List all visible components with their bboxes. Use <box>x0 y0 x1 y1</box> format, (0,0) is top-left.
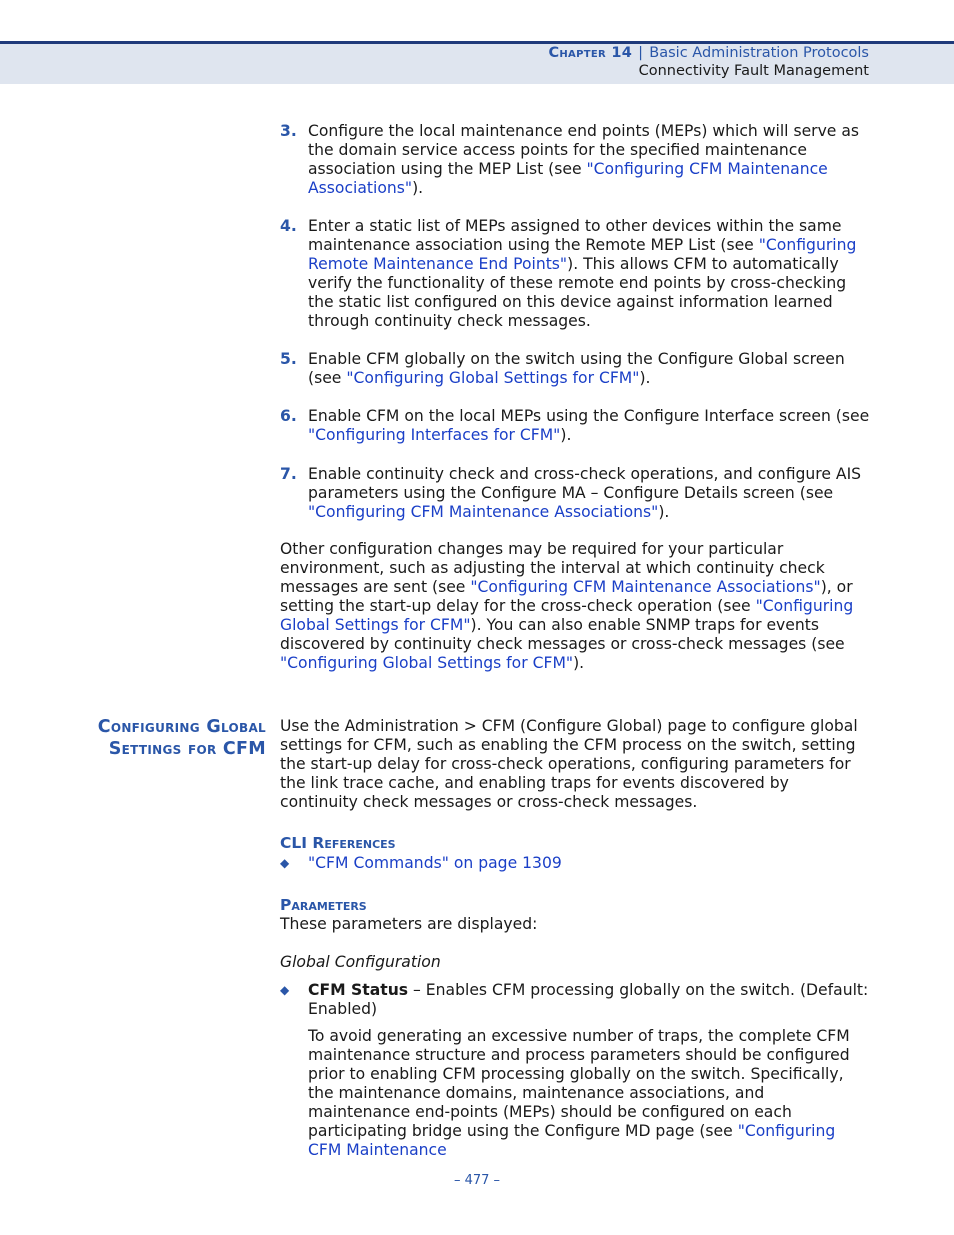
xref-link[interactable]: "Configuring Global Settings for CFM" <box>280 597 854 634</box>
header-separator: | <box>638 45 644 61</box>
step-4 <box>280 217 870 331</box>
group-label: Global Configuration <box>280 953 441 971</box>
parameters-intro: These parameters are displayed: <box>280 915 538 933</box>
step-3 <box>280 122 870 198</box>
step-text: Enable CFM globally on the switch using the Configure Global screen (see <box>308 350 845 387</box>
xref-link[interactable]: "Configuring CFM Maintenance Associations" <box>470 578 821 596</box>
section-title: Connectivity Fault Management <box>638 63 869 79</box>
step-number: 6. <box>280 407 297 425</box>
xref-link[interactable]: "Configuring CFM Maintenance Associations" <box>308 160 828 197</box>
cli-reference-link[interactable]: "CFM Commands" on page 1309 <box>308 854 562 872</box>
xref-link[interactable]: "Configuring Remote Maintenance End Points" <box>308 236 857 273</box>
step-text-end: ). <box>639 369 651 387</box>
step-text-end: ). <box>658 503 670 521</box>
param-description: – Enables CFM processing globally on the switch. (Default: Enabled) <box>308 981 869 1018</box>
step-number: 5. <box>280 350 297 368</box>
section-intro: Use the Administration > CFM (Configure Global) page to configure global settings for CFM, such as enabling the CFM process on the switch, setting the start-up delay for cross-check operations, configuring parameters for the link trace cache, and enabling traps for events discovered by continuity check messages or cross-check messages. <box>280 717 858 811</box>
section-heading-line1: Configuring Global <box>97 717 266 737</box>
section-heading <box>98 716 266 760</box>
section-heading-line2: Settings for CFM <box>108 739 266 759</box>
step-text: Enable CFM on the local MEPs using the Configure Interface screen (see <box>308 407 870 425</box>
step-5 <box>280 350 870 388</box>
xref-link[interactable]: "Configuring Global Settings for CFM" <box>346 369 640 387</box>
diamond-bullet-icon: ◆ <box>280 856 290 870</box>
other-config-paragraph <box>280 540 870 673</box>
step-number: 7. <box>280 465 297 483</box>
param-name: CFM Status <box>308 981 409 999</box>
xref-link[interactable]: "Configuring CFM Maintenance Associations" <box>308 503 659 521</box>
step-number: 4. <box>280 217 297 235</box>
step-text-end: ). This allows CFM to automatically verify the functionality of these remote end points by cross-checking the static list configured on this device against information learned through continuity check messages. <box>308 255 847 330</box>
paragraph-text: ), or setting the start-up delay for the cross-check operation (see <box>280 578 853 615</box>
xref-link[interactable]: "Configuring Interfaces for CFM" <box>308 426 561 444</box>
cfm-status-note <box>280 1027 870 1160</box>
chapter-label: Chapter 14 <box>548 45 633 61</box>
step-text: Enter a static list of MEPs assigned to other devices within the same maintenance association using the Remote MEP List (see <box>308 217 842 254</box>
running-header <box>548 44 869 80</box>
paragraph-text: Other configuration changes may be required for your particular environment, such as adjusting the interval at which continuity check messages are sent (see <box>280 540 825 596</box>
parameters-heading: Parameters <box>280 896 367 914</box>
xref-link[interactable]: "Configuring Global Settings for CFM" <box>280 654 574 672</box>
paragraph-text: ). You can also enable SNMP traps for events discovered by continuity check messages or cross-check messages (see <box>280 616 845 653</box>
xref-link[interactable]: "Configuring CFM Maintenance <box>308 1122 836 1159</box>
step-number: 3. <box>280 122 297 140</box>
cli-reference-item <box>280 854 870 873</box>
page-number: – 477 – <box>453 1173 501 1188</box>
step-6 <box>280 407 870 445</box>
paragraph-text: ). <box>573 654 585 672</box>
cli-references-heading: CLI References <box>280 834 396 852</box>
diamond-bullet-icon: ◆ <box>280 983 290 997</box>
step-text-end: ). <box>412 179 424 197</box>
chapter-line <box>548 44 869 62</box>
cfm-status-item <box>280 981 870 1019</box>
step-7 <box>280 465 870 522</box>
chapter-title: Basic Administration Protocols <box>649 45 869 61</box>
step-text: Enable continuity check and cross-check operations, and configure AIS parameters using the Configure MA – Configure Details screen (see <box>308 465 862 502</box>
step-text: Configure the local maintenance end points (MEPs) which will serve as the domain service access points for the specified maintenance association using the MEP List (see <box>308 122 860 178</box>
note-text: To avoid generating an excessive number of traps, the complete CFM maintenance structure and process parameters should be configured prior to enabling CFM processing globally on the switch. Specifically, the maintenance domains, maintenance associations, and maintenance end-points (MEPs) should be configured on each participating bridge using the Configure MD page (see <box>308 1027 850 1140</box>
step-text-end: ). <box>560 426 572 444</box>
